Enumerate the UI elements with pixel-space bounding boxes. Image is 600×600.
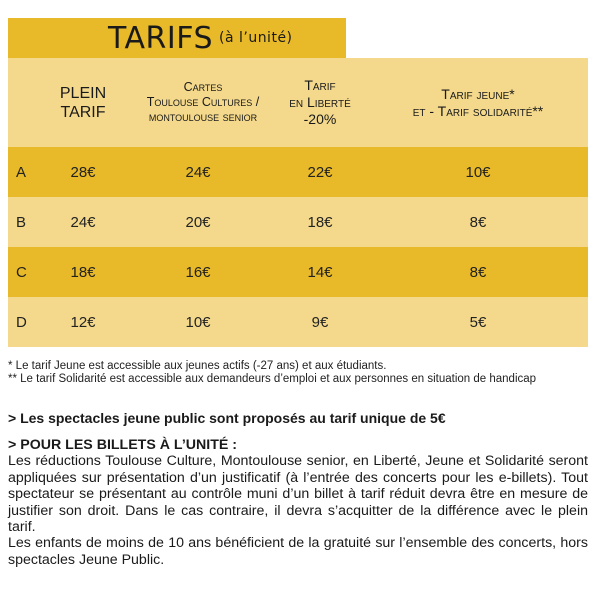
- table-row: [8, 197, 588, 247]
- header-liberte: Tarif en Liberté -20%: [289, 77, 351, 127]
- price-liberte: 22€: [307, 163, 333, 181]
- price-liberte: 9€: [311, 313, 329, 331]
- price-plein: 24€: [70, 213, 96, 231]
- row-label: D: [16, 313, 27, 331]
- price-jeune: 10€: [465, 163, 491, 181]
- row-label: C: [16, 263, 27, 281]
- row-label: B: [16, 213, 27, 231]
- page-title: [108, 20, 293, 57]
- billets-paragraph: Les enfants de moins de 10 ans bénéficient de la gratuité sur l’ensemble des concerts, hors spectacles Jeune Public.: [8, 535, 588, 568]
- footnote-jeune: * Le tarif Jeune est accessible aux jeunes actifs (-27 ans) et aux étudiants.: [8, 360, 387, 372]
- header-jeune-solidarite: Tarif jeune* et - Tarif solidarité**: [412, 85, 544, 119]
- price-liberte: 14€: [307, 263, 333, 281]
- price-cartes: 16€: [185, 263, 211, 281]
- table-row: [8, 247, 588, 297]
- price-plein: 28€: [70, 163, 96, 181]
- title-tab: [8, 18, 346, 58]
- tarifs-table: [8, 58, 588, 347]
- billets-paragraph: Les réductions Toulouse Culture, Montoulouse senior, en Liberté, Jeune et Solidarité seront appliquées sur présentation d’un justificatif (à l’entrée des concerts pour les e-billets). Tout spectateur se présentant au contrôle muni d’un billet à tarif réduit devra être en mesure de justifier son droit. Dans le cas contraire, il devra s’acquitter de la différence avec le plein tarif.: [8, 453, 588, 536]
- footnotes: [8, 360, 588, 386]
- header-plein-tarif: PLEIN TARIF: [59, 84, 107, 121]
- jeune-public-line: > Les spectacles jeune public sont proposés au tarif unique de 5€: [8, 410, 446, 426]
- price-plein: 12€: [70, 313, 96, 331]
- price-jeune: 5€: [469, 313, 487, 331]
- price-jeune: 8€: [469, 213, 487, 231]
- price-liberte: 18€: [307, 213, 333, 231]
- table-header: [8, 58, 588, 147]
- price-cartes: 24€: [185, 163, 211, 181]
- price-plein: 18€: [70, 263, 96, 281]
- table-row: [8, 147, 588, 197]
- price-cartes: 20€: [185, 213, 211, 231]
- billets-title: > POUR LES BILLETS À L’UNITÉ :: [8, 437, 237, 453]
- table-row: [8, 297, 588, 347]
- billets-section: [8, 437, 588, 568]
- header-cartes: Cartes Toulouse Cultures / montoulouse senior: [146, 80, 260, 124]
- price-jeune: 8€: [469, 263, 487, 281]
- title-subtitle: (à l’unité): [218, 30, 293, 46]
- footnote-solidarite: ** Le tarif Solidarité est accessible aux demandeurs d’emploi et aux personnes en situation de handicap: [8, 373, 537, 385]
- row-label: A: [16, 163, 27, 181]
- price-cartes: 10€: [185, 313, 211, 331]
- title-main: TARIFS: [108, 21, 213, 56]
